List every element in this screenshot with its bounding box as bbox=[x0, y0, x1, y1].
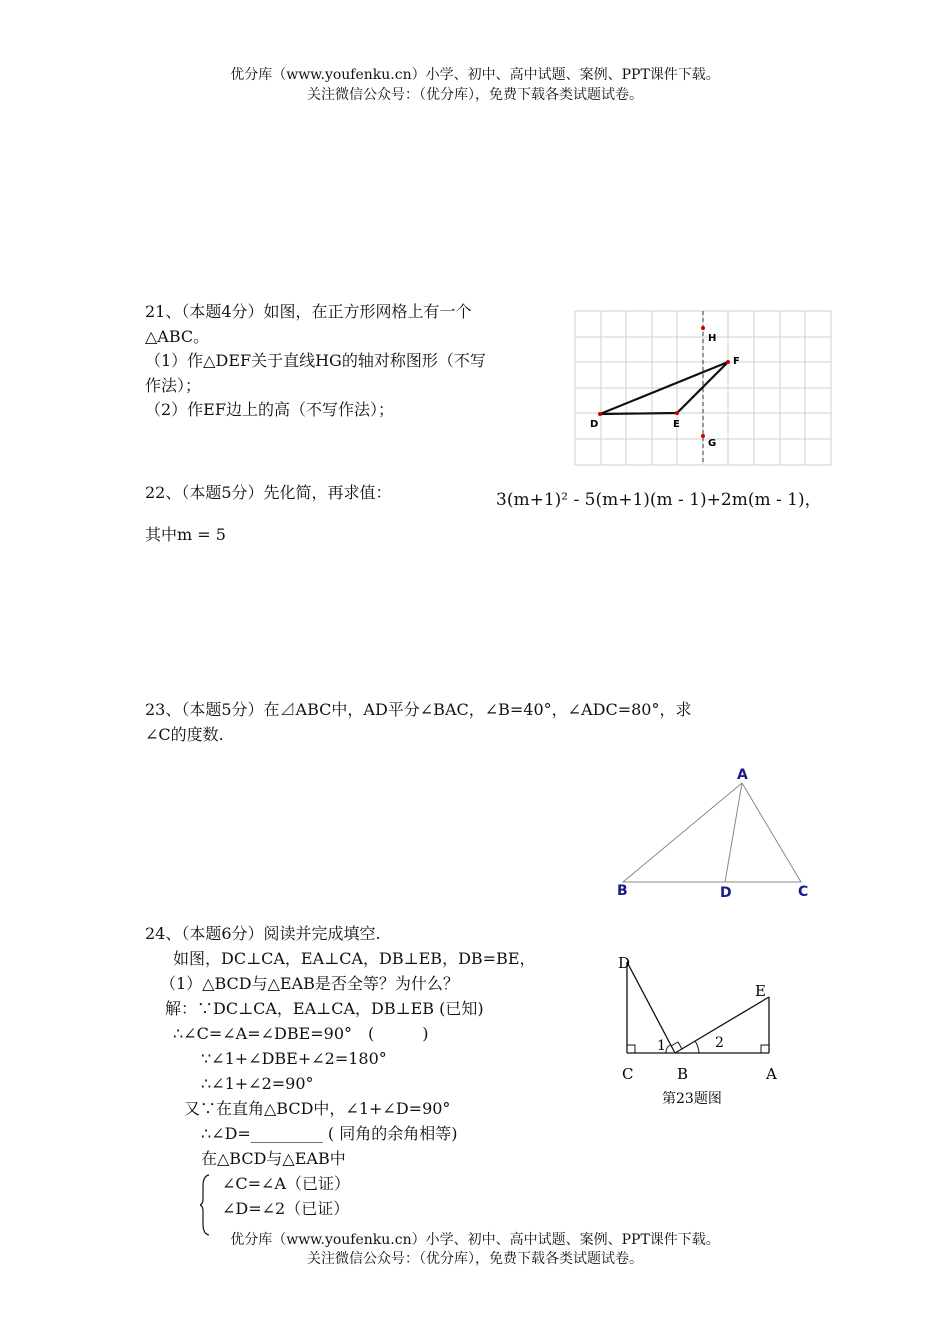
label-d: D bbox=[720, 885, 732, 901]
q21-line1: 21、（本题4分）如图，在正方形网格上有一个 bbox=[145, 302, 472, 321]
q23-line2: ∠C的度数. bbox=[145, 725, 224, 744]
page-footer-line2: 关注微信公众号：（优分库），免费下载各类试题试卷。 bbox=[307, 1251, 643, 1267]
figure-caption: 第23题图 bbox=[662, 1091, 722, 1107]
q24-line11: ∠C=∠A（已证） bbox=[222, 1174, 351, 1193]
triangle-abc bbox=[623, 783, 801, 882]
right-angle-c bbox=[627, 1045, 635, 1053]
q21-line3: （1）作△DEF关于直线HG的轴对称图形（不写 bbox=[145, 351, 486, 370]
point-h bbox=[701, 326, 705, 330]
point-g bbox=[701, 434, 705, 438]
label-d: D bbox=[618, 954, 631, 972]
label-c: C bbox=[622, 1065, 634, 1083]
q21-line2: △ABC。 bbox=[145, 327, 210, 346]
q21-line5: （2）作EF边上的高（不写作法）； bbox=[145, 400, 394, 419]
point-d bbox=[598, 412, 602, 416]
label-angle-2: 2 bbox=[715, 1035, 724, 1051]
segment-ad bbox=[725, 783, 742, 882]
q21-grid-figure bbox=[572, 308, 834, 468]
q24-line8: 又∵在直角△BCD中，∠1+∠D=90° bbox=[184, 1099, 451, 1118]
q22-formula: 3(m+1)² - 5(m+1)(m - 1)+2m(m - 1)， bbox=[496, 490, 822, 510]
label-g: G bbox=[708, 438, 717, 449]
label-b: B bbox=[617, 883, 628, 899]
q24-line4: 解：∵DC⊥CA，EA⊥CA，DB⊥EB (已知) bbox=[165, 999, 484, 1018]
q24-line3: （1）△BCD与△EAB是否全等？为什么？ bbox=[160, 974, 459, 993]
q22-line1: 22、（本题5分）先化简，再求值： bbox=[145, 483, 392, 502]
arc-angle-2 bbox=[695, 1041, 699, 1053]
label-f: F bbox=[733, 356, 740, 367]
label-a: A bbox=[766, 1065, 777, 1083]
label-angle-1: 1 bbox=[657, 1038, 666, 1054]
label-h: H bbox=[708, 333, 717, 344]
label-a: A bbox=[737, 767, 748, 783]
point-e bbox=[675, 411, 679, 415]
q24-line1: 24、（本题6分）阅读并完成填空. bbox=[145, 924, 381, 943]
q24-line5: ∴∠C=∠A=∠DBE=90° ( ) bbox=[173, 1024, 429, 1043]
right-angle-a bbox=[761, 1045, 769, 1053]
q24-line12: ∠D=∠2（已证） bbox=[222, 1199, 350, 1218]
q24-line9: ∴∠D=_________ ( 同角的余角相等) bbox=[201, 1124, 458, 1143]
q22-line2: 其中m = 5 bbox=[145, 525, 226, 544]
q23-line1: 23、（本题5分）在⊿ABC中，AD平分∠BAC，∠B=40°，∠ADC=80°，求 bbox=[145, 700, 692, 719]
point-f bbox=[726, 360, 730, 364]
page-header-line1: 优分库（www.youfenku.cn）小学、初中、高中试题、案例、PPT课件下载。 bbox=[230, 67, 720, 83]
q24-line10: 在△BCD与△EAB中 bbox=[201, 1149, 346, 1168]
q24-figure bbox=[610, 950, 800, 1110]
q24-line2: 如图，DC⊥CA，EA⊥CA，DB⊥EB，DB=BE， bbox=[173, 949, 536, 968]
arc-angle-1 bbox=[666, 1045, 670, 1053]
left-brace bbox=[200, 1174, 210, 1236]
page-header-line2: 关注微信公众号：（优分库），免费下载各类试题试卷。 bbox=[307, 87, 643, 103]
label-b: B bbox=[677, 1065, 689, 1083]
label-e: E bbox=[755, 982, 766, 1000]
page-footer-line1: 优分库（www.youfenku.cn）小学、初中、高中试题、案例、PPT课件下载。 bbox=[230, 1232, 720, 1248]
q23-triangle-figure bbox=[612, 762, 816, 904]
segment-db bbox=[627, 962, 675, 1053]
q24-line6: ∵∠1+∠DBE+∠2=180° bbox=[201, 1049, 387, 1068]
label-d: D bbox=[590, 419, 599, 430]
label-c: C bbox=[798, 884, 809, 900]
label-e: E bbox=[673, 419, 680, 430]
q21-line4: 作法）； bbox=[145, 376, 202, 395]
q24-line7: ∴∠1+∠2=90° bbox=[201, 1074, 314, 1093]
